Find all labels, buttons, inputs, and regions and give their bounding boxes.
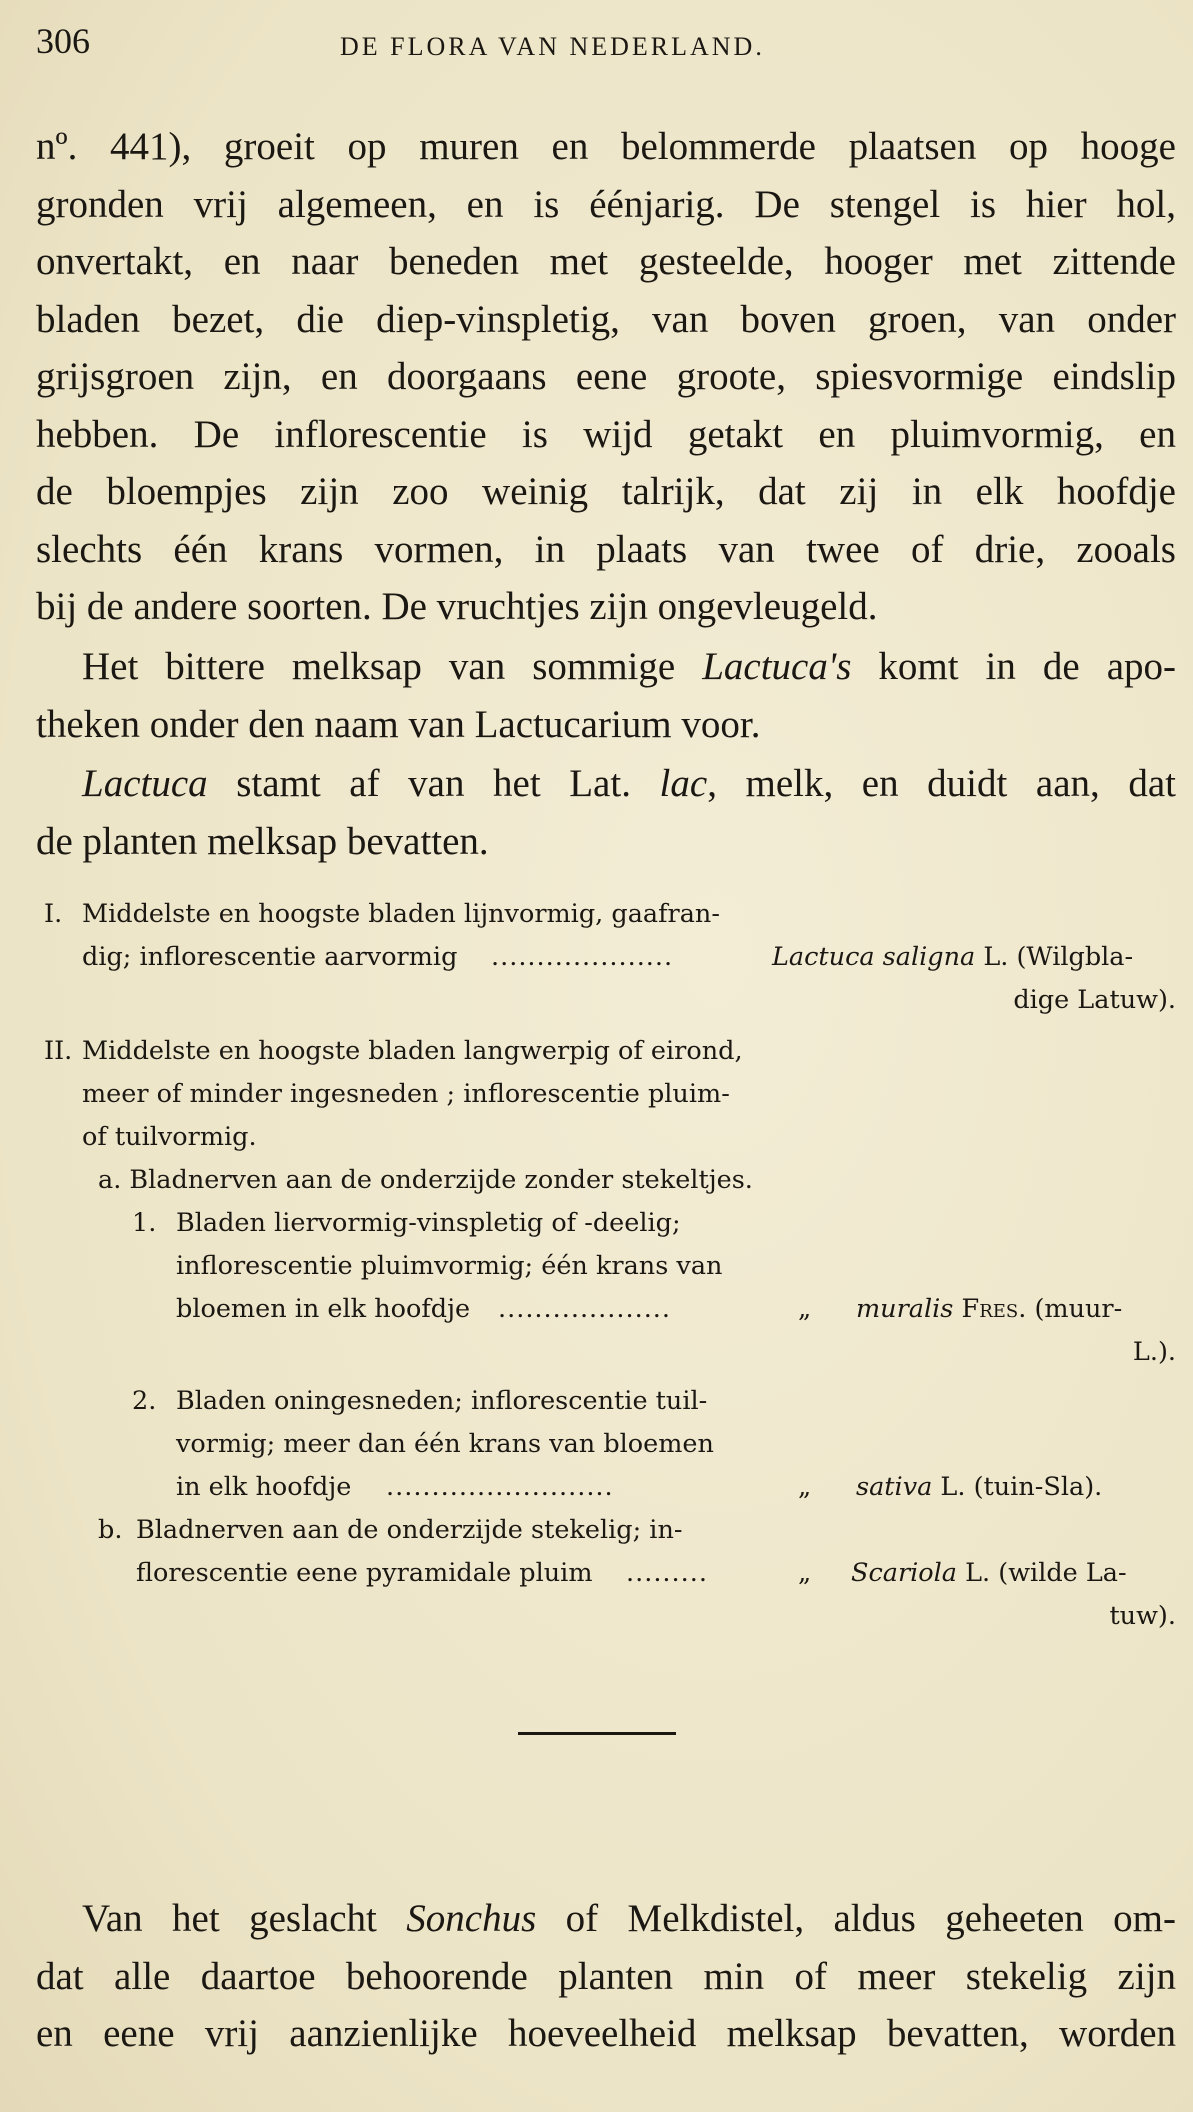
key-entry-a2: 2. Bladen oningesneden; inflorescentie tuil- (132, 1386, 708, 1416)
text-line: grijsgroen zijn, en doorgaans eene groote, spiesvormige eindslip (36, 355, 1176, 398)
key-entry-a1: inflorescentie pluimvormig; één krans van (176, 1251, 723, 1281)
text-line: de bloempjes zijn zoo weinig talrijk, dat zij in elk hoofdje (36, 470, 1176, 513)
text-line: dat alle daartoe behoorende planten min of meer stekelig zijn (36, 1954, 1176, 1998)
text-line: en eene vrij aanzienlijke hoeveelheid melksap bevatten, worden (36, 2012, 1176, 2055)
text-line: Van het geslacht Sonchus of Melkdistel, aldus geheeten om- (82, 1897, 1177, 1940)
species-name: muralis (856, 1294, 954, 1324)
paragraph-sonchus (36, 1890, 1176, 2063)
text-line: nº. 441), groeit op muren en belommerde plaatsen op hooge (36, 125, 1176, 168)
key-entry-b: florescentie eene pyramidale pluim ......... „ Scariola L. (wilde La- (136, 1558, 1127, 1588)
key-entry-II: meer of minder ingesneden ; inflorescentie pluim- (82, 1079, 730, 1109)
page-number: 306 (36, 21, 90, 61)
species-name: Scariola (851, 1558, 958, 1588)
key-entry-a1: 1. Bladen liervormig-vinspletig of -deelig; (132, 1208, 681, 1238)
key-entry-a2: vormig; meer dan één krans van bloemen (176, 1429, 714, 1459)
text-line: Het bittere melksap van sommige Lactuca's komt in de apo- (82, 645, 1176, 688)
text-line: slechts één krans vormen, in plaats van twee of drie, zooals (36, 527, 1176, 571)
key-entry-b: b. Bladnerven aan de onderzijde stekelig; in- (98, 1515, 683, 1545)
key-entry-II: of tuilvormig. (82, 1122, 257, 1152)
text-line: bladen bezet, die diep-vinspletig, van boven groen, van onder (36, 297, 1176, 341)
paragraph-lactucarium (36, 638, 1176, 753)
text-line: hebben. De inflorescentie is wijd getakt en pluimvormig, en (36, 412, 1176, 456)
paragraph-etymology (36, 755, 1176, 870)
key-entry-I: I. Middelste en hoogste bladen lijnvormig, gaafran- (44, 899, 720, 929)
key-entry-II: II. Middelste en hoogste bladen langwerpig of eirond, (44, 1036, 743, 1066)
key-entry-a2: in elk hoofdje ......................... „ sativa L. (tuin-Sla). (176, 1472, 1103, 1502)
text-line: bij de andere soorten. De vruchtjes zijn ongevleugeld. (36, 585, 878, 628)
running-header: DE FLORA VAN NEDERLAND. (340, 32, 765, 61)
key-entry-a1: L.). (1132, 1337, 1176, 1367)
text-line: theken onder den naam van Lactucarium voor. (36, 702, 761, 746)
text-line: de planten melksap bevatten. (36, 819, 489, 863)
key-entry-a: a. Bladnerven aan de onderzijde zonder stekeltjes. (98, 1165, 753, 1195)
key-entry-b: tuw). (1109, 1601, 1176, 1631)
text-line: onvertakt, en naar beneden met gesteelde, hooger met zittende (36, 240, 1176, 283)
section-divider (518, 1732, 676, 1735)
key-entry-I: dig; inflorescentie aarvormig .................... Lactuca saligna L. (Wilgbla- (82, 942, 1134, 972)
species-key (36, 893, 1176, 1638)
species-name: Lactuca saligna (772, 942, 976, 972)
species-name: sativa (856, 1472, 933, 1502)
key-entry-a1: bloemen in elk hoofdje ................... „ muralis Fres. (muur- (176, 1294, 1123, 1324)
text-line: Lactuca stamt af van het Lat. lac, melk, en duidt aan, dat (82, 762, 1176, 805)
paragraph-lactuca-muralis (36, 118, 1176, 636)
key-entry-I: dige Latuw). (1013, 985, 1176, 1015)
text-line: gronden vrij algemeen, en is éénjarig. De stengel is hier hol, (36, 182, 1176, 226)
